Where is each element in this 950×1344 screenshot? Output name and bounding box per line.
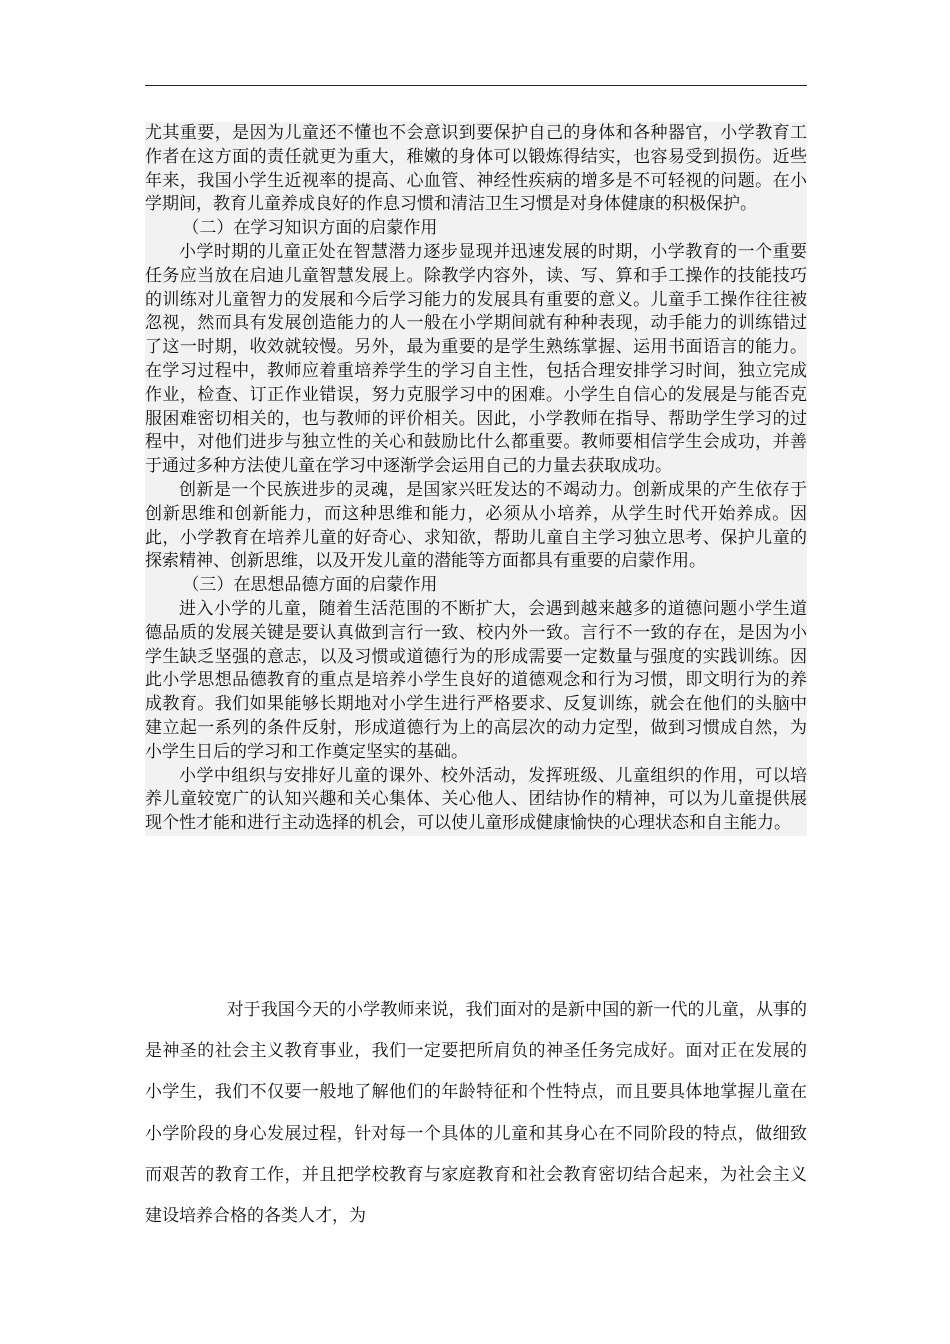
section-heading: （三）在思想品德方面的启蒙作用 [182, 575, 438, 596]
header-rule [145, 85, 807, 86]
paragraph: 尤其重要，是因为儿童还不懂也不会意识到要保护自己的身体和各种器官，小学教育工作者在这方面的责任就更为重大，稚嫩的身体可以锻炼得结实，也容易受到损伤。近些年来，我国小学生近视率的提高、心血管、神经性疾病的增多是不可轻视的问题。在小学期间，教育儿童养成良好的作息习惯和清洁卫生习惯是对身体健康的积极保护。 [145, 123, 807, 215]
section-heading: （二）在学习知识方面的启蒙作用 [182, 218, 438, 239]
paragraph: 小学时期的儿童正处在智慧潜力逐步显现并迅速发展的时期，小学教育的一个重要任务应当放在启迪儿童智慧发展上。除教学内容外，读、写、算和手工操作的技能技巧的训练对儿童智力的发展和今后学习能力的发展具有重要的意义。儿童手工操作往往被忽视，然而具有发展创造能力的人一般在小学期间就有种种表现，动手能力的训练错过了这一时期，收效就较慢。另外，最为重要的是学生熟练掌握、运用书面语言的能力。在学习过程中，教师应着重培养学生的学习自主性，包括合理安排学习时间，独立完成作业，检查、订正作业错误，努力克服学习中的困难。小学生自信心的发展是与能否克服困难密切相关的，也与教师的评价相关。因此，小学教师在指导、帮助学生学习的过程中，对他们进步与独立性的关心和鼓励比什么都重要。教师要相信学生会成功，并善于通过多种方法使儿童在学习中逐渐学会运用自己的力量去获取成功。 [145, 241, 807, 477]
body-text-loose [145, 990, 807, 1237]
paragraph: 进入小学的儿童，随着生活范围的不断扩大，会遇到越来越多的道德问题小学生道德品质的发展关键是要认真做到言行一致、校内外一致。言行不一致的存在，是因为小学生缺乏坚强的意志，以及习惯或道德行为的形成需要一定数量与强度的实践训练。因此小学思想品德教育的重点是培养小学生良好的道德观念和行为习惯，即文明行为的养成教育。我们如果能够长期地对小学生进行严格要求、反复训练，就会在他们的头脑中建立起一系列的条件反射，形成道德行为上的高层次的动力定型，做到习惯成自然，为小学生日后的学习和工作奠定坚实的基础。 [145, 598, 807, 762]
body-text-dense [145, 122, 807, 836]
paragraph: 对于我国今天的小学教师来说，我们面对的是新中国的新一代的儿童，从事的是神圣的社会主义教育事业，我们一定要把所肩负的神圣任务完成好。面对正在发展的小学生，我们不仅要一般地了解他们的年龄特征和个性特点，而且要具体地掌握儿童在小学阶段的身心发展过程，针对每一个具体的儿童和其身心在不同阶段的特点，做细致而艰苦的教育工作，并且把学校教育与家庭教育和社会教育密切结合起来，为社会主义建设培养合格的各类人才，为 [145, 1000, 807, 1227]
paragraph: 创新是一个民族进步的灵魂，是国家兴旺发达的不竭动力。创新成果的产生依存于创新思维和创新能力，而这种思维和能力，必须从小培养，从学生时代开始养成。因此，小学教育在培养儿童的好奇心、求知欲，帮助儿童自主学习独立思考、保护儿童的探索精神、创新思维，以及开发儿童的潜能等方面都具有重要的启蒙作用。 [145, 479, 807, 572]
paragraph: 小学中组织与安排好儿童的课外、校外活动，发挥班级、儿童组织的作用，可以培养儿童较宽广的认知兴趣和关心集体、关心他人、团结协作的精神，可以为儿童提供展现个性才能和进行主动选择的机会，可以使儿童形成健康愉快的心理状态和自主能力。 [145, 765, 807, 834]
